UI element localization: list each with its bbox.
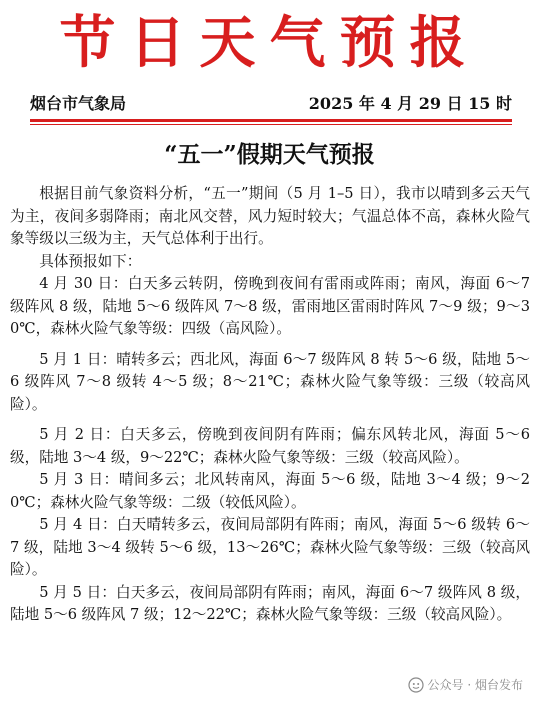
forecast-apr-30: 4 月 30 日：白天多云转阴，傍晚到夜间有雷雨或阵雨；南风，海面 6～7 级阵风 8 级，陆地 5～6 级阵风 7～8 级，雷雨地区雷雨时阵风 7～9 级；9～30℃，森林火险气象等级：四级（高风险）。 bbox=[10, 275, 530, 337]
forecast-may-1: 5 月 1 日：晴转多云；西北风，海面 6～7 级阵风 8 转 5～6 级，陆地 5～6 级阵风 7～8 级转 4～5 级；8～21℃；森林火险气象等级：三级（较高风险）。 bbox=[10, 350, 530, 413]
document-body bbox=[10, 183, 530, 627]
detail-lead: 具体预报如下： bbox=[39, 252, 142, 270]
issue-datetime: 2025 年 4 月 29 日 15 时 bbox=[308, 94, 512, 113]
issuing-agency: 烟台市气象局 bbox=[30, 94, 127, 113]
forecast-may-5: 5 月 5 日：白天多云，夜间局部阴有阵雨；南风，海面 6～7 级阵风 8 级，陆地 5～6 级阵风 7 级；12～22℃；森林火险气象等级：三级（较高风险）。 bbox=[10, 583, 530, 623]
header-rule-thin bbox=[30, 124, 512, 125]
forecast-may-3: 5 月 3 日：晴间多云；北风转南风，海面 5～6 级，陆地 3～4 级；9～20℃；森林火险气象等级：二级（较低风险）。 bbox=[10, 471, 530, 511]
document-title: “五一”假期天气预报 bbox=[164, 141, 375, 168]
issue-meta bbox=[30, 93, 512, 115]
forecast-may-2: 5 月 2 日：白天多云，傍晚到夜间阴有阵雨；偏东风转北风，海面 5～6 级，陆地 3～4 级，9～22℃；森林火险气象等级：三级（较高风险）。 bbox=[10, 426, 530, 466]
wechat-official-account-icon bbox=[408, 677, 424, 693]
masthead-title: 节日天气预报 bbox=[59, 10, 480, 76]
forecast-may-4: 5 月 4 日：白天晴转多云，夜间局部阴有阵雨；南风，海面 5～6 级转 6～7 级，陆地 3～4 级转 5～6 级，13～26℃；森林火险气象等级：三级（较高风险）。 bbox=[10, 516, 530, 578]
watermark-text: 公众号 · 烟台发布 bbox=[427, 678, 523, 692]
header-rule-thick bbox=[30, 119, 512, 122]
watermark bbox=[408, 674, 523, 696]
intro-paragraph: 根据目前气象资料分析，“五一”期间（5 月 1–5 日），我市以晴到多云天气为主，夜间多弱降雨；南北风交替，风力短时较大；气温总体不高，森林火险气象等级以三级为主，天气总体利于出行。 bbox=[10, 185, 530, 247]
